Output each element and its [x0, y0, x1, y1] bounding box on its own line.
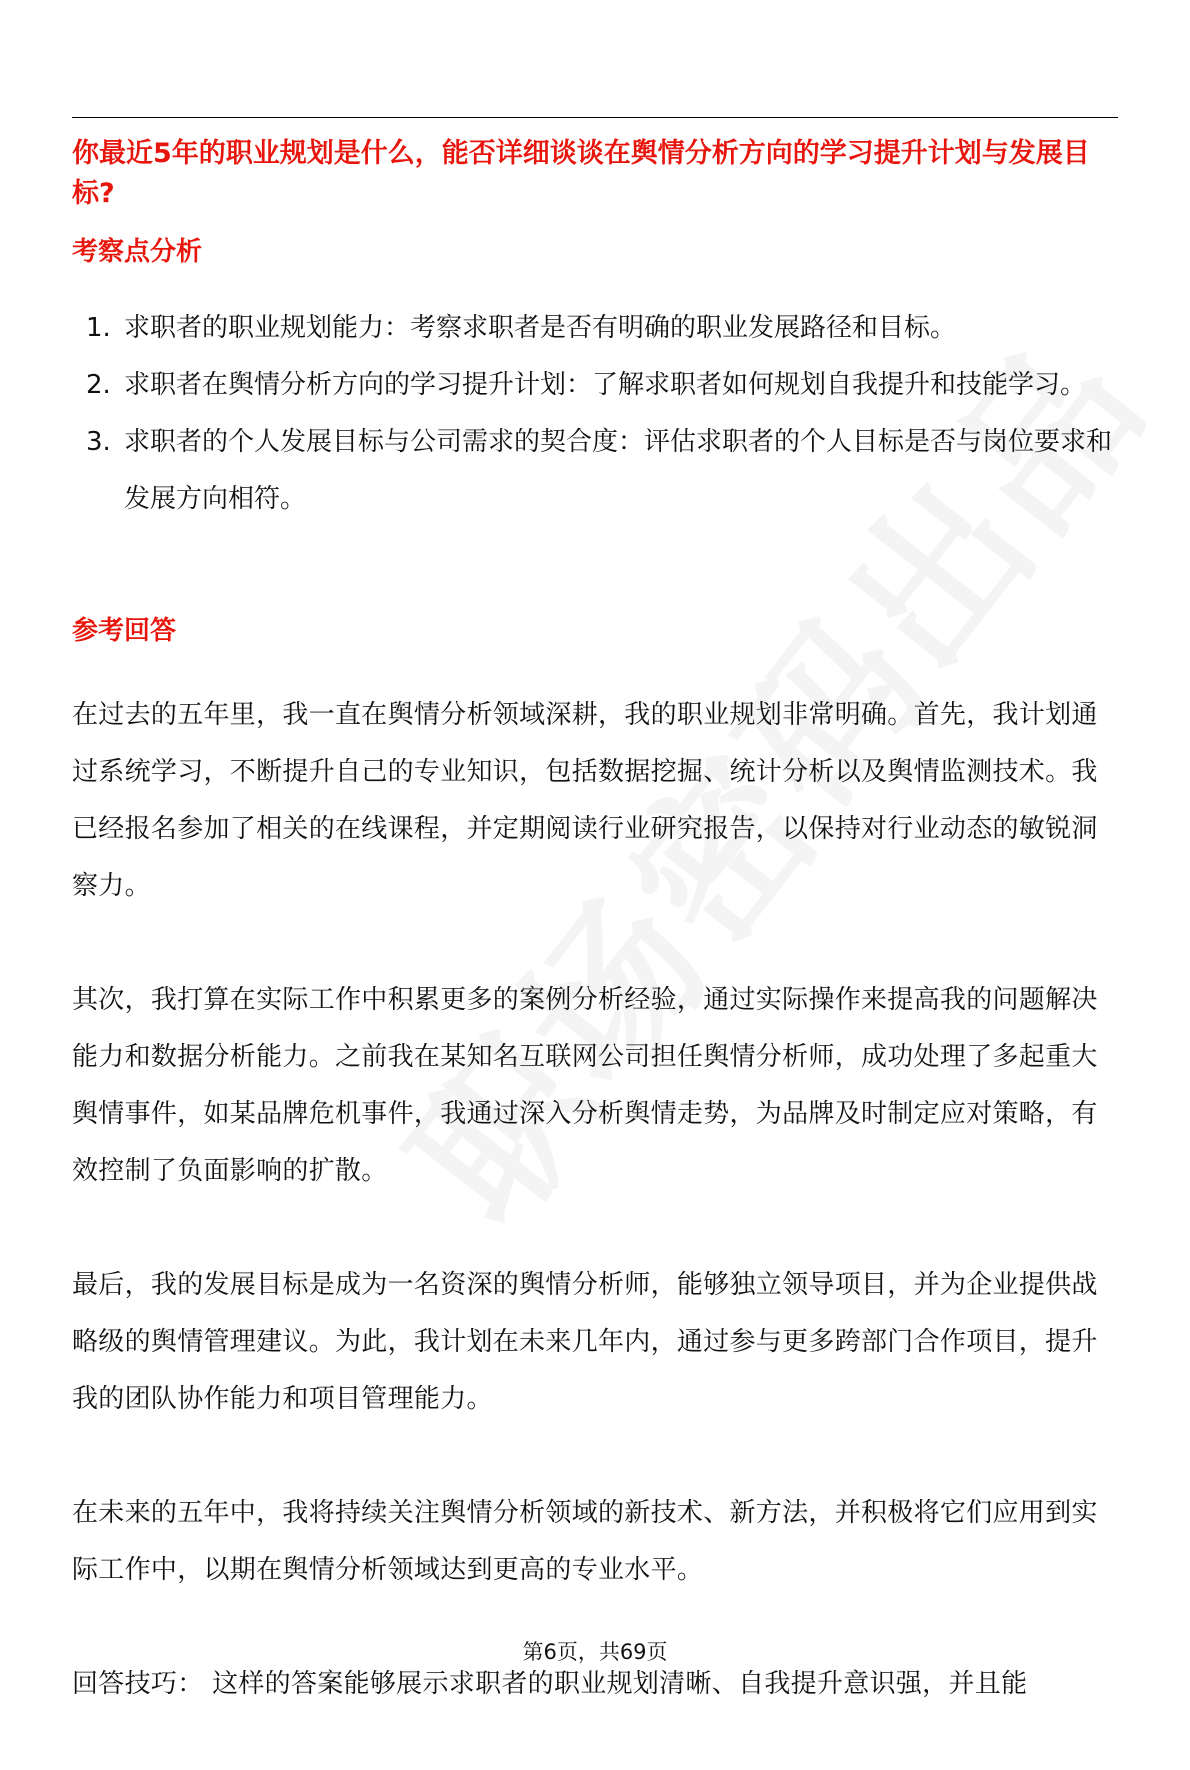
- answer-paragraph: 其次，我打算在实际工作中积累更多的案例分析经验，通过实际操作来提高我的问题解决能力和数据分析能力。之前我在某知名互联网公司担任舆情分析师，成功处理了多起重大舆情事件，如某品牌危机事件，我通过深入分析舆情走势，为品牌及时制定应对策略，有效控制了负面影响的扩散。: [72, 985, 1098, 1186]
- answer-paragraph: 在未来的五年中，我将持续关注舆情分析领域的新技术、新方法，并积极将它们应用到实际工作中，以期在舆情分析领域达到更高的专业水平。: [72, 1498, 1098, 1585]
- list-item-number: 1.: [86, 313, 111, 343]
- list-item: [72, 300, 1118, 357]
- answer-paragraph: 在过去的五年里，我一直在舆情分析领域深耕，我的职业规划非常明确。首先，我计划通过系统学习，不断提升自己的专业知识，包括数据挖掘、统计分析以及舆情监测技术。我已经报名参加了相关的在线课程，并定期阅读行业研究报告，以保持对行业动态的敏锐洞察力。: [72, 700, 1098, 901]
- list-item-text: 求职者的职业规划能力：考察求职者是否有明确的职业发展路径和目标。: [124, 313, 957, 343]
- list-item: [72, 357, 1118, 414]
- header-rule: [72, 117, 1118, 118]
- list-item-number: 3.: [86, 427, 111, 457]
- page-number-footer: 第6页，共69页: [522, 1640, 668, 1664]
- question-heading: 你最近5年的职业规划是什么，能否详细谈谈在舆情分析方向的学习提升计划与发展目标?: [72, 138, 1090, 209]
- answer-paragraph: 最后，我的发展目标是成为一名资深的舆情分析师，能够独立领导项目，并为企业提供战略级的舆情管理建议。为此，我计划在未来几年内，通过参与更多跨部门合作项目，提升我的团队协作能力和项目管理能力。: [72, 1270, 1098, 1414]
- list-item-text: 求职者的个人发展目标与公司需求的契合度：评估求职者的个人目标是否与岗位要求和发展方向相符。: [124, 427, 1113, 514]
- analysis-section-title: 考察点分析: [72, 237, 203, 267]
- answer-body: [72, 687, 1122, 1770]
- answer-tips-paragraph: 回答技巧： 这样的答案能够展示求职者的职业规划清晰、自我提升意识强，并且能: [72, 1669, 1028, 1699]
- list-item-text: 求职者在舆情分析方向的学习提升计划：了解求职者如何规划自我提升和技能学习。: [124, 370, 1087, 400]
- analysis-points-list: [72, 300, 1118, 528]
- list-item: [72, 414, 1118, 528]
- answer-section-title: 参考回答: [72, 616, 177, 646]
- list-item-number: 2.: [86, 370, 111, 400]
